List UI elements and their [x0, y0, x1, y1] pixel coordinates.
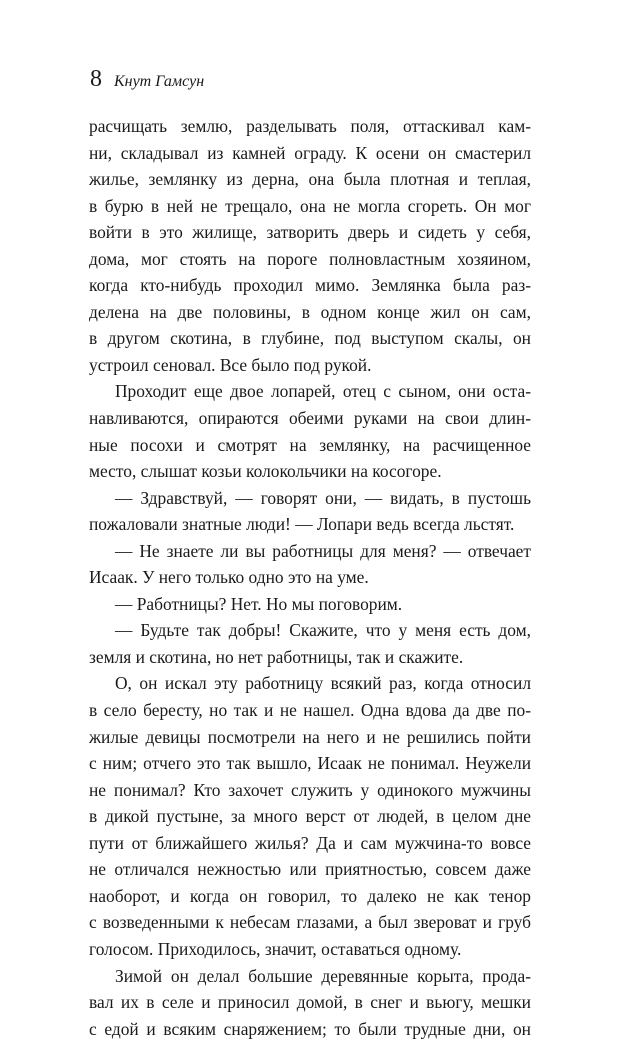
- text-line: жилье, землянку из дерна, она была плотная и теплая,: [89, 169, 531, 190]
- text-line: навливаются, опираются обеими руками на свои длин-: [89, 408, 531, 429]
- text-line: — Будьте так добры! Скажите, что у меня есть дом,: [115, 620, 531, 641]
- page-number: 8: [90, 66, 102, 92]
- text-line: войти в это жилище, затворить дверь и сидеть у себя,: [89, 222, 531, 243]
- body-text: [89, 113, 531, 1042]
- text-line: в дикой пустыне, за много верст от людей, в целом дне: [89, 806, 531, 827]
- text-line: делена на две половины, в одном конце жил он сам,: [89, 301, 531, 322]
- text-line: — Не знаете ли вы работницы для меня? — отвечает: [115, 540, 531, 561]
- text-line: пожаловали знатные люди! — Лопари ведь всегда льстят.: [89, 514, 515, 535]
- text-line: с ним; отчего это так вышло, Исаак не понимал. Неужели: [89, 753, 531, 774]
- text-line: дома, мог стоять на пороге полновластным хозяином,: [89, 248, 531, 269]
- text-line: Исаак. У него только одно это на уме.: [89, 567, 369, 588]
- text-line: не понимал? Кто захочет служить у одинокого мужчины: [89, 779, 531, 800]
- text-line: наоборот, и когда он говорил, то далеко не как тенор: [89, 885, 531, 906]
- page-header: [90, 66, 204, 100]
- text-line: — Здравствуй, — говорят они, — видать, в пустошь: [115, 487, 531, 508]
- running-head-author: Кнут Гамсун: [114, 73, 205, 90]
- text-line: в село бересту, но так и не нашел. Одна вдова да две по-: [89, 700, 531, 721]
- text-line: вал их в селе и приносил домой, в снег и вьюгу, мешки: [89, 992, 531, 1013]
- text-line: место, слышат козьи колокольчики на косогоре.: [89, 461, 442, 482]
- text-line: пути от ближайшего жилья? Да и сам мужчина-то вовсе: [89, 832, 531, 853]
- text-line: ни, складывал из камней ограду. К осени он смастерил: [89, 142, 531, 163]
- text-line: когда кто-нибудь проходил мимо. Землянка была раз-: [89, 275, 531, 296]
- text-line: не отличался нежностью или приятностью, совсем даже: [89, 859, 531, 880]
- text-line: расчищать землю, разделывать поля, оттаскивал кам-: [89, 116, 531, 136]
- text-line: Зимой он делал большие деревянные корыта, прода-: [115, 965, 531, 986]
- text-line: с едой и всяким снаряжением; то были трудные дни, он: [89, 1018, 531, 1039]
- text-line: О, он искал эту работницу всякий раз, когда относил: [115, 673, 531, 694]
- text-line: голосом. Приходилось, значит, оставаться одному.: [89, 938, 462, 959]
- text-line: в бурю в ней не трещало, она не могла сгореть. Он мог: [89, 195, 531, 216]
- text-line: земля и скотина, но нет работницы, так и скажите.: [89, 646, 464, 667]
- text-line: ные посохи и смотрят на землянку, на расчищенное: [89, 434, 531, 455]
- text-line: устроил сеновал. Все было под рукой.: [89, 354, 372, 375]
- text-line: в другом скотина, в глубине, под выступом скалы, он: [89, 328, 531, 349]
- text-line: — Работницы? Нет. Но мы поговорим.: [115, 593, 403, 614]
- text-line: жилые девицы посмотрели на него и не решились пойти: [89, 726, 531, 747]
- text-line: Проходит еще двое лопарей, отец с сыном, они оста-: [115, 381, 531, 402]
- text-line: с возведенными к небесам глазами, а был звероват и груб: [89, 912, 531, 933]
